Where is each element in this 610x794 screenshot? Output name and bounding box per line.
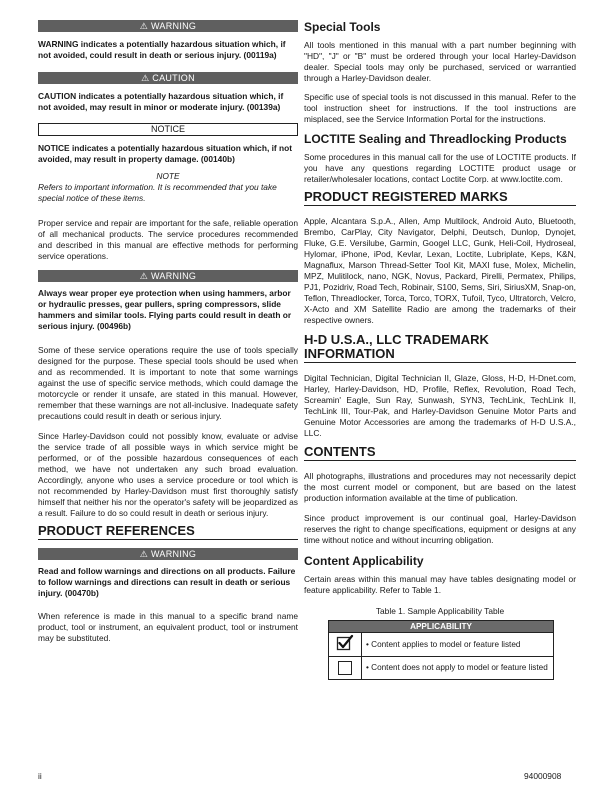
warning-banner: ⚠ WARNING [38, 548, 298, 560]
table-row [329, 633, 554, 657]
warning-banner: ⚠ WARNING [38, 20, 298, 32]
document-number: 94000908 [524, 771, 562, 781]
applicability-table [328, 620, 554, 680]
table-row [329, 657, 554, 680]
section-heading: H-D U.S.A., LLC TRADEMARK INFORMATION [304, 333, 576, 363]
caution-definition: CAUTION indicates a potentially hazardous situation which, if not avoided, may result in minor or moderate injury. (00139a) [38, 91, 284, 112]
special-tools-text: All tools mentioned in this manual with a part number beginning with "HD", "J" or "B" must be ordered through your local Harley-Davidson dealer. Special tools may only be purchased, serviced or warrantied through a Harley-Davidson dealer. [304, 40, 576, 83]
loctite-text: Some procedures in this manual call for the use of LOCTITE products. If you have any questions regarding LOCTITE product usage or retailer/wholesaler locations, contact Loctite Corp. at www.loctite.com. [304, 152, 576, 184]
note-title: NOTE [156, 171, 180, 181]
eye-protection-warning: Always wear proper eye protection when using hammers, arbor or hydraulic presses, gear pullers, spring compressors, slide hammers and similar tools. Flying parts could result in death or serious injury. (00496b) [38, 288, 292, 331]
contents-text: Since product improvement is our continual goal, Harley-Davidson reserves the right to change specifications, equipment or designs at any time without notice and without incurring obligation. [304, 513, 576, 545]
table-header: APPLICABILITY [329, 621, 554, 633]
service-paragraph: Proper service and repair are important for the safe, reliable operation of all mechanical products. The service procedures recommended and described in this manual are effective methods for performing service operations. [38, 218, 298, 261]
special-tools-paragraph: Some of these service operations require the use of tools specially designed for the purpose. These special tools should be used when and as recommended. It is important to note that some warnings against the use of specific service methods, which could damage the motorcycle or render it unsafe, are stated in this manual. However, remember that these warnings are not all-inclusive. Inadequate safety precautions could result in death or serious injury. [38, 345, 298, 421]
product-reference-paragraph: When reference is made in this manual to a specific brand name product, tool or instrument, an equivalent product, tool or instrument may be substituted. [38, 611, 298, 643]
warning-definition: WARNING indicates a potentially hazardous situation which, if not avoided, could result in death or serious injury. (00119a) [38, 39, 286, 60]
registered-marks-text: Apple, Alcantara S.p.A., Allen, Amp Multilock, Android Auto, Bluetooth, Brembo, CarPlay, City Navigator, Delphi, Deutsch, Dunlop, Dynojet, Fluke, G.E. Versilube, Garmin, Googel LLC, Gunk, Heli-Coil, Hydroseal, Hylomar, iPhone, iPod, Kevlar, Lexan, Loctite, Lubriplate, Keps, K&N, Magnaflux, Marson Thread-Setter Tool Kit, MAXI fuse, Molex, Michelin, MPZ, Mulitilock, nano, NGK, Novus, Packard, Pirelli, Permatex, Philips, PJ1, Pozidriv, Road Tech, Robinair, S100, Sems, Siri, SiriusXM, Snap-on, Teflon, Threadlocker, Torca, Torco, TORX, Tufoil, Tyco, Ultratorch, Velcro, X-Acto and XM Satellite Radio are among the trademarks of their respective owners. [304, 216, 576, 325]
section-heading: CONTENTS [304, 445, 576, 461]
empty-box-icon [329, 657, 362, 680]
checked-box-icon [329, 633, 362, 657]
notice-definition: NOTICE indicates a potentially hazardous situation which, if not avoided, may result in property damage. (00140b) [38, 143, 293, 164]
applicability-text: Certain areas within this manual may have tables designating model or feature applicability. Refer to Table 1. [304, 574, 576, 595]
service-evaluation-paragraph: Since Harley-Davidson could not possibly know, evaluate or advise the service trade of all possible ways in which service might be performed, or of the possible hazardous consequences of each method, we have not undertaken any such broad evaluation. Accordingly, anyone who uses a service procedure or tool which is not recommended by Harley-Davidson must first thoroughly satisfy himself that neither his nor the operator's safety will be jeopardized as a result. Failure to do so could result in death or serious injury. [38, 431, 298, 518]
special-tools-text: Specific use of special tools is not discussed in this manual. Refer to the tool instruction sheet for instructions. If the tool instructions are misplaced, see the Service Information Portal for the instructions. [304, 92, 576, 124]
trademark-text: Digital Technician, Digital Technician II, Glaze, Gloss, H-D, H-Dnet.com, Harley, Harley-Davidson, HD, Profile, Reflex, Revolution, Road Tech, Screamin' Eagle, Sun Ray, Sunwash, SYN3, TechLink, TechLink II, TechLink III, Tour-Pak, and Harley-Davidson Genuine Motor Parts and Genuine Motor Accessories are among the trademarks of H-D U.S.A., LLC. [304, 373, 576, 438]
caution-banner: ⚠ CAUTION [38, 72, 298, 84]
section-heading: PRODUCT REGISTERED MARKS [304, 190, 576, 206]
product-warning: Read and follow warnings and directions on all products. Failure to follow warnings and directions can result in death or serious injury. (00470b) [38, 566, 296, 598]
table-cell: • Content applies to model or feature listed [362, 633, 554, 657]
section-heading: PRODUCT REFERENCES [38, 524, 298, 540]
notice-banner: NOTICE [38, 123, 298, 136]
table-caption: Table 1. Sample Applicability Table [375, 606, 505, 616]
note-definition: Refers to important information. It is recommended that you take special notice of these items. [38, 182, 277, 203]
right-column [304, 20, 576, 680]
contents-text: All photographs, illustrations and procedures may not necessarily depict the most current model or component, but are based on the latest production information available at the time of publication. [304, 471, 576, 503]
warning-banner: ⚠ WARNING [38, 270, 298, 282]
left-column [38, 20, 298, 644]
section-heading: LOCTITE Sealing and Threadlocking Products [304, 132, 567, 146]
section-heading: Special Tools [304, 20, 381, 34]
page-number: ii [38, 771, 42, 781]
table-cell: • Content does not apply to model or feature listed [362, 657, 554, 680]
section-heading: Content Applicability [304, 554, 424, 568]
